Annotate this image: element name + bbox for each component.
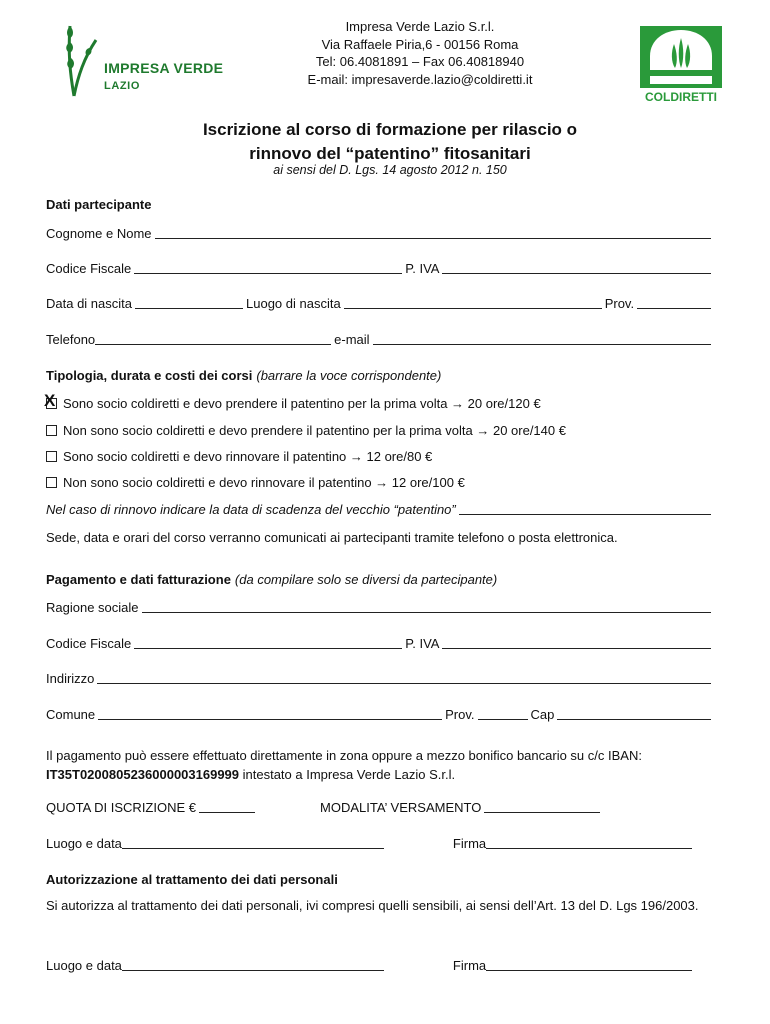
label-indirizzo: Indirizzo <box>46 671 95 686</box>
course-option[interactable] <box>46 475 714 490</box>
course-info-text: Sede, data e orari del corso verranno comunicati ai partecipanti tramite telefono o posta elettronica. <box>46 530 618 545</box>
field-cf[interactable] <box>134 261 402 274</box>
company-phone: Tel: 06.4081891 – Fax 06.40818940 <box>315 54 525 69</box>
label-firma: Firma <box>452 836 487 851</box>
payment-line1: Il pagamento può essere effettuato direttamente in zona oppure a mezzo bonifico bancario su c/c IBAN: <box>46 748 642 763</box>
field-ragione[interactable] <box>142 600 711 613</box>
field-firma[interactable] <box>486 958 692 971</box>
coldiretti-logo <box>634 22 728 106</box>
wheat-sprout-icon <box>60 18 104 98</box>
course-option-label: Sono socio coldiretti e devo rinnovare il patentino → 12 ore/80 € <box>63 449 433 464</box>
label-modalita: MODALITA’ VERSAMENTO <box>320 800 482 815</box>
row-signature2 <box>46 958 714 973</box>
section-billing-note: (da compilare solo se diversi da partecipante) <box>234 572 498 587</box>
section-courses <box>46 368 714 383</box>
field-billing-cf[interactable] <box>134 636 402 649</box>
field-email[interactable] <box>373 332 711 345</box>
row-ragione <box>46 600 714 615</box>
row-indirizzo <box>46 671 714 686</box>
label-comune: Comune <box>46 707 96 722</box>
field-quota[interactable] <box>199 800 255 813</box>
field-renewal-date[interactable] <box>459 502 711 515</box>
label-nascita: Data di nascita <box>46 296 132 311</box>
label-piva: P. IVA <box>405 261 440 276</box>
field-luogo-data[interactable] <box>122 958 384 971</box>
label-cognome: Cognome e Nome <box>46 226 152 241</box>
row-signature1 <box>46 836 714 851</box>
row-cognome <box>46 226 714 241</box>
label-luogo-data: Luogo e data <box>46 958 122 973</box>
row-quota <box>46 800 714 815</box>
company-address: Via Raffaele Piria,6 - 00156 Roma <box>321 36 519 52</box>
checkmark-icon: X <box>44 391 56 410</box>
section-billing-label: Pagamento e dati fatturazione <box>46 572 231 587</box>
section-privacy-label: Autorizzazione al trattamento dei dati personali <box>46 872 338 887</box>
label-billing-piva: P. IVA <box>405 636 440 651</box>
payment-line2 <box>46 765 736 784</box>
label-quota: QUOTA DI ISCRIZIONE € <box>46 800 197 815</box>
label-luogo-nascita: Luogo di nascita <box>246 296 341 311</box>
checkbox-icon[interactable] <box>46 477 57 488</box>
checkbox-icon[interactable] <box>46 425 57 436</box>
section-participant-label: Dati partecipante <box>46 197 152 212</box>
checkbox-icon[interactable] <box>44 391 57 410</box>
checkbox-icon[interactable] <box>46 451 57 462</box>
label-renewal: Nel caso di rinnovo indicare la data di scadenza del vecchio “patentino” <box>46 502 456 517</box>
payment-iban: IT35T0200805236000003169999 <box>46 767 240 782</box>
impresa-verde-logo <box>60 18 230 98</box>
field-luogo-data[interactable] <box>122 836 384 849</box>
field-billing-prov[interactable] <box>478 707 528 720</box>
coldiretti-emblem-icon <box>634 22 728 90</box>
section-courses-note: (barrare la voce corrispondente) <box>256 368 442 383</box>
row-renewal <box>46 502 714 517</box>
label-luogo-data: Luogo e data <box>46 836 122 851</box>
privacy-text: Si autorizza al trattamento dei dati personali, ivi compresi quelli sensibili, ai sensi dell’Art. 13 del D. Lgs 196/2003. <box>46 898 699 913</box>
field-billing-piva[interactable] <box>442 636 711 649</box>
field-comune[interactable] <box>98 707 442 720</box>
brand-line2: LAZIO <box>104 80 140 92</box>
field-cognome[interactable] <box>155 226 712 239</box>
field-indirizzo[interactable] <box>97 671 711 684</box>
label-email: e-mail <box>334 332 370 347</box>
label-billing-prov: Prov. <box>445 707 475 722</box>
label-firma: Firma <box>452 958 487 973</box>
course-option-label: Non sono socio coldiretti e devo prendere il patentino per la prima volta → 20 ore/140 € <box>63 423 566 438</box>
section-courses-label: Tipologia, durata e costi dei corsi <box>46 368 253 383</box>
label-cap: Cap <box>530 707 555 722</box>
field-cap[interactable] <box>557 707 711 720</box>
brand-line1: IMPRESA VERDE <box>104 60 224 76</box>
payment-info <box>46 746 736 784</box>
course-option-label: Non sono socio coldiretti e devo rinnovare il patentino → 12 ore/100 € <box>63 475 465 490</box>
course-option-label: Sono socio coldiretti e devo prendere il patentino per la prima volta → 20 ore/120 € <box>63 396 541 411</box>
company-name: Impresa Verde Lazio S.r.l. <box>345 19 495 34</box>
label-telefono: Telefono <box>46 332 96 347</box>
course-option[interactable] <box>44 391 714 411</box>
row-cf <box>46 261 714 276</box>
row-telefono <box>46 332 714 347</box>
field-telefono[interactable] <box>95 332 331 345</box>
row-course-info <box>46 530 714 545</box>
field-modalita[interactable] <box>484 800 600 813</box>
row-billing-cf <box>46 636 714 651</box>
form-subtitle: ai sensi del D. Lgs. 14 agosto 2012 n. 150 <box>273 163 507 177</box>
section-billing <box>46 572 714 587</box>
section-participant <box>46 197 714 212</box>
title-line1: Iscrizione al corso di formazione per rilascio o <box>202 120 578 139</box>
section-privacy <box>46 872 714 887</box>
form-title <box>90 118 690 166</box>
course-option[interactable] <box>46 423 714 438</box>
label-billing-cf: Codice Fiscale <box>46 636 132 651</box>
company-email: E-mail: impresaverde.lazio@coldiretti.it <box>307 71 533 87</box>
field-luogo-nascita[interactable] <box>344 296 602 309</box>
field-nascita[interactable] <box>135 296 243 309</box>
title-line2: rinnovo del “patentino” fitosanitari <box>249 144 531 163</box>
course-option[interactable] <box>46 449 714 464</box>
row-nascita <box>46 296 714 311</box>
payment-line2-rest: intestato a Impresa Verde Lazio S.r.l. <box>239 767 456 782</box>
field-prov[interactable] <box>637 296 711 309</box>
field-piva[interactable] <box>442 261 711 274</box>
label-cf: Codice Fiscale <box>46 261 132 276</box>
company-info <box>295 18 545 88</box>
field-firma[interactable] <box>486 836 692 849</box>
label-ragione: Ragione sociale <box>46 600 139 615</box>
coldiretti-caption: COLDIRETTI <box>645 90 717 104</box>
label-prov: Prov. <box>604 296 635 311</box>
row-comune <box>46 707 714 722</box>
